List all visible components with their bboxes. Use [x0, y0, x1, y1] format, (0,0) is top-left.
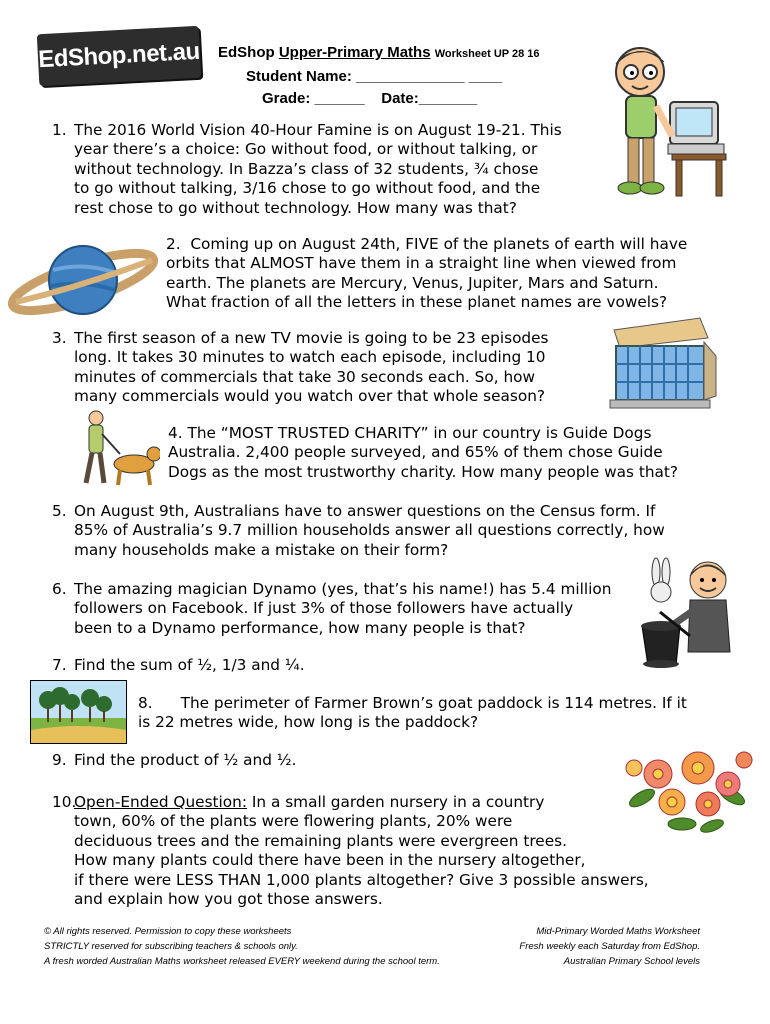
question-line: is 22 metres wide, how long is the paddock?	[138, 713, 479, 732]
question-line: Australia. 2,400 people surveyed, and 65% of them chose Guide	[168, 443, 663, 462]
question-6: 6. The amazing magician Dynamo (yes, that’s his name!) has 5.4 million followers on Facebook. If just 3% of those followers have actually been to a Dynamo performance, how many people is that?	[52, 580, 612, 637]
question-line: followers on Facebook. If just 3% of those followers have actually	[74, 599, 574, 618]
question-7: 7. Find the sum of ½, 1/3 and ¼.	[52, 656, 305, 674]
question-line: The 2016 World Vision 40-Hour Famine is on August 19-21. This	[74, 121, 562, 139]
grade-date-field: Grade: ______ Date:_______	[262, 90, 478, 107]
question-9: 9. Find the product of ½ and ½.	[52, 751, 297, 769]
question-line: 4. The “MOST TRUSTED CHARITY” in our country is Guide Dogs	[168, 424, 652, 442]
footer-line: A fresh worded Australian Maths worksheet released EVERY weekend during the school term.	[44, 956, 440, 967]
copyright-line: © All rights reserved. Permission to copy these worksheets	[44, 926, 292, 937]
footer-line: STRICTLY reserved for subscribing teachers & schools only.	[44, 941, 298, 952]
logo-text: EdShop.net.au	[37, 37, 201, 74]
question-line: Find the sum of ½, 1/3 and ¼.	[74, 656, 305, 674]
question-line: long. It takes 30 minutes to watch each episode, including 10	[74, 348, 546, 367]
building-illustration	[596, 312, 721, 412]
question-5: 5. On August 9th, Australians have to answer questions on the Census form. If 85% of Australia’s 9.7 million households answer all questions correctly, how many households make a mistake on their form?	[52, 502, 665, 559]
question-10: 10. Open-Ended Question: In a small garden nursery in a country town, 60% of the plants were flowering plants, 20% were deciduous trees and the remaining plants were evergreen trees. How many plants could there have been in the nursery altogether, if there were LESS THAN 1,000 plants altogether? Give 3 possible answers, and explain how you got those answers.	[52, 793, 649, 909]
question-line: Open-Ended Question: In a small garden nursery in a country	[74, 793, 545, 811]
question-line: The amazing magician Dynamo (yes, that’s his name!) has 5.4 million	[74, 580, 612, 598]
question-line: rest chose to go without technology. How many was that?	[74, 198, 517, 217]
footer-right	[519, 924, 700, 969]
question-3: 3. The first season of a new TV movie is going to be 23 episodes long. It takes 30 minutes to watch each episode, including 10 minutes of commercials that take 30 seconds each. So, how many commercials would you watch over that whole season?	[52, 329, 549, 406]
question-line: Dogs as the most trustworthy charity. How many people was that?	[168, 462, 679, 481]
open-ended-heading: Open-Ended Question:	[74, 793, 248, 811]
question-1: 1. The 2016 World Vision 40-Hour Famine is on August 19-21. This year there’s a choice: Go without food, or without talking, or without technology. In Bazza’s class of 32 students, ¾ chose to go without talking, 3/16 chose to go without food, and the rest chose to go without technology. How many was that?	[52, 121, 562, 217]
question-line: Find the product of ½ and ½.	[74, 751, 297, 769]
question-line: 8. The perimeter of Farmer Brown’s goat paddock is 114 metres. If it	[138, 694, 687, 712]
question-line: 2. Coming up on August 24th, FIVE of the planets of earth will have	[166, 235, 688, 253]
guide-dog-illustration	[76, 408, 160, 488]
question-line: many households make a mistake on their form?	[74, 540, 449, 559]
worksheet-title: EdShop Upper-Primary Maths Worksheet UP 28 16	[218, 44, 540, 61]
question-line: to go without talking, 3/16 chose to go without food, and the	[74, 179, 541, 198]
question-line: without technology. In Bazza’s class of 32 students, ¾ chose	[74, 159, 539, 178]
question-line: and explain how you got those answers.	[74, 890, 383, 909]
question-line: many commercials would you watch over that whole season?	[74, 387, 546, 406]
paddock-illustration	[30, 680, 127, 744]
question-line: earth. The planets are Mercury, Venus, Jupiter, Mars and Saturn.	[166, 273, 659, 292]
question-line: town, 60% of the plants were flowering plants, 20% were	[74, 812, 513, 831]
question-line: 85% of Australia’s 9.7 million households answer all questions correctly, how	[74, 521, 665, 540]
question-2	[166, 235, 726, 315]
magician-illustration	[630, 552, 745, 672]
question-line: if there were LESS THAN 1,000 plants altogether? Give 3 possible answers,	[74, 870, 649, 889]
question-line: How many plants could there have been in the nursery altogether,	[74, 851, 586, 870]
question-8	[138, 694, 738, 734]
question-line: The first season of a new TV movie is going to be 23 episodes	[74, 329, 549, 347]
footer-line: Australian Primary School levels	[563, 956, 700, 967]
student-name-field: Student Name: _____________ ____	[246, 68, 502, 85]
question-line: minutes of commercials that take 30 seconds each. So, how	[74, 367, 536, 386]
question-line: been to a Dynamo performance, how many people is that?	[74, 618, 526, 637]
question-line: deciduous trees and the remaining plants were evergreen trees.	[74, 831, 567, 850]
footer-left	[44, 924, 440, 969]
saturn-illustration	[6, 232, 161, 327]
question-line: On August 9th, Australians have to answer questions on the Census form. If	[74, 502, 656, 520]
boy-computer-illustration	[600, 40, 735, 200]
edshop-logo	[37, 26, 201, 86]
question-line: orbits that ALMOST have them in a straight line when viewed from	[166, 254, 677, 273]
question-line: What fraction of all the letters in these planet names are vowels?	[166, 293, 668, 312]
footer-line: Fresh weekly each Saturday from EdShop.	[519, 941, 700, 952]
footer-line: Mid-Primary Worded Maths Worksheet	[536, 926, 700, 937]
question-4	[168, 424, 728, 484]
question-line: year there’s a choice: Go without food, or without talking, or	[74, 140, 538, 159]
